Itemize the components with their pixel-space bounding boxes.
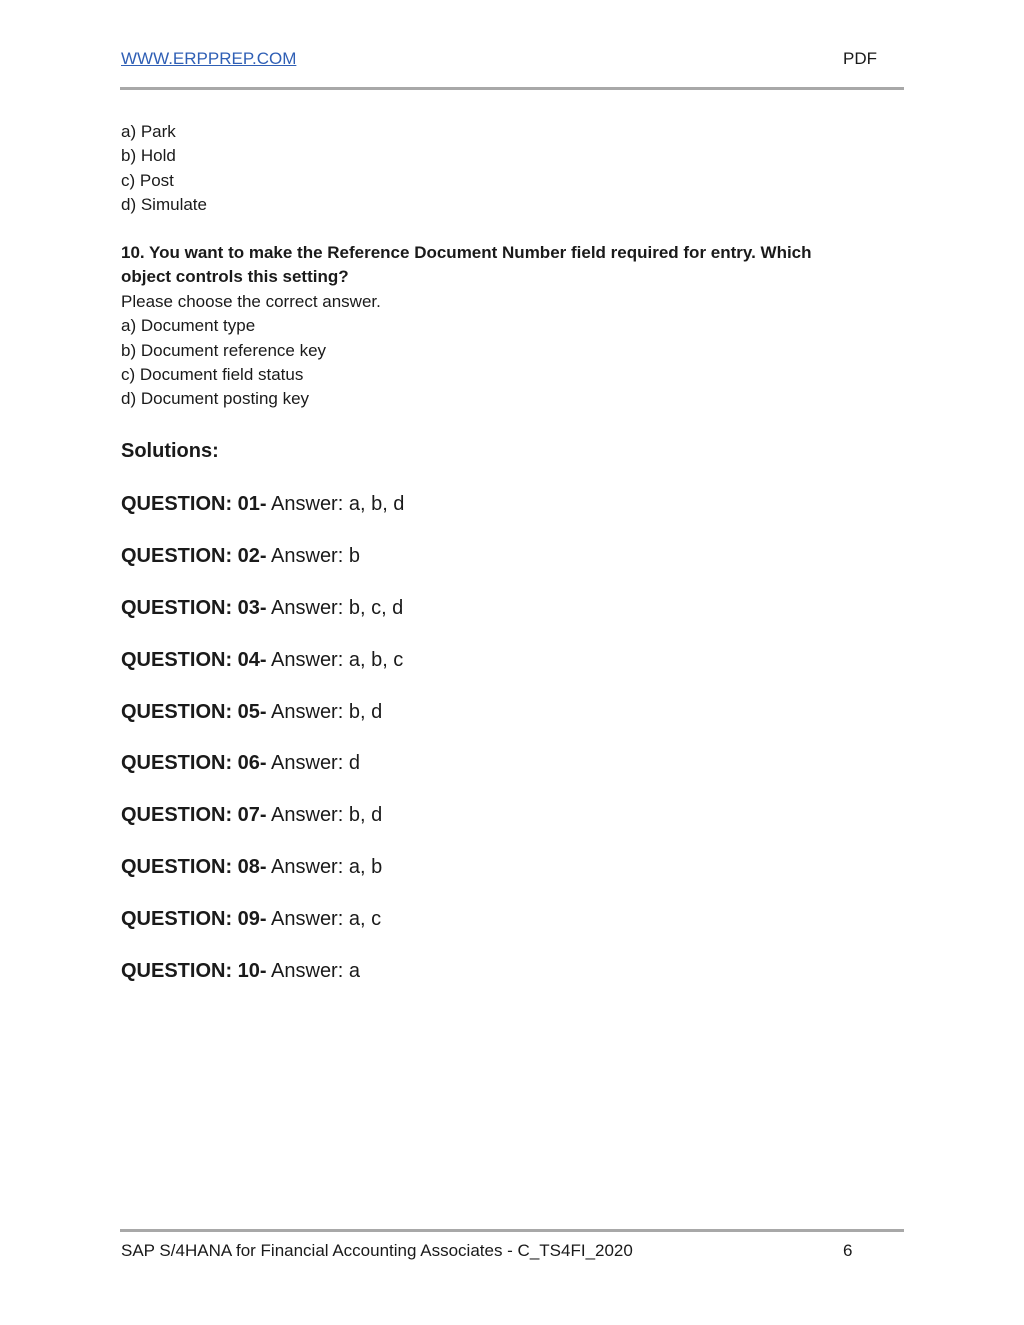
answer-row: [121, 699, 404, 751]
option-item: c) Document field status: [121, 365, 304, 385]
answer-text: Answer: b, c, d: [271, 596, 404, 619]
answer-list: [121, 491, 404, 1010]
format-label: PDF: [843, 49, 877, 68]
answer-row: [121, 543, 404, 595]
answer-row: [121, 750, 404, 802]
answer-row: [121, 647, 404, 699]
option-item: a) Park: [121, 122, 176, 141]
question-label: QUESTION: 05-: [121, 700, 267, 723]
site-link[interactable]: WWW.ERPPREP.COM: [121, 49, 297, 68]
question-title: object controls this setting?: [121, 267, 349, 287]
question-label: QUESTION: 01-: [121, 493, 267, 515]
answer-text: Answer: a: [271, 960, 360, 983]
answer-text: Answer: a, b, c: [271, 648, 404, 671]
answer-text: Answer: d: [271, 752, 360, 775]
question-label: QUESTION: 04-: [121, 648, 267, 671]
answer-row: [121, 958, 404, 1010]
question-10: [121, 241, 901, 412]
answer-row: [121, 491, 404, 543]
answer-text: Answer: b, d: [271, 700, 383, 723]
page-number: 6: [843, 1241, 853, 1260]
footer-divider: [120, 1229, 904, 1232]
question-title: 10. You want to make the Reference Document Number field required for entry. Which: [121, 243, 812, 262]
question-label: QUESTION: 09-: [121, 908, 267, 931]
answer-text: Answer: a, b: [271, 856, 383, 879]
solutions-heading: Solutions:: [121, 440, 219, 462]
answer-text: Answer: a, b, d: [271, 493, 405, 515]
option-item: a) Document type: [121, 316, 256, 336]
answer-row: [121, 595, 404, 647]
option-item: d) Document posting key: [121, 389, 310, 409]
answer-row: [121, 854, 404, 906]
answer-row: [121, 802, 404, 854]
question-label: QUESTION: 08-: [121, 856, 267, 879]
footer-title: SAP S/4HANA for Financial Accounting Associates - C_TS4FI_2020: [121, 1241, 633, 1260]
question-label: QUESTION: 06-: [121, 752, 267, 775]
q9-options: [121, 120, 207, 218]
question-label: QUESTION: 10-: [121, 960, 267, 983]
question-label: QUESTION: 02-: [121, 544, 267, 567]
header-divider: [120, 87, 904, 90]
question-label: QUESTION: 03-: [121, 596, 267, 619]
option-item: c) Post: [121, 170, 174, 190]
option-item: d) Simulate: [121, 195, 207, 215]
answer-row: [121, 906, 404, 958]
option-item: b) Hold: [121, 146, 176, 166]
question-label: QUESTION: 07-: [121, 804, 267, 827]
answer-text: Answer: b: [271, 544, 360, 567]
answer-text: Answer: b, d: [271, 804, 383, 827]
option-item: b) Document reference key: [121, 340, 327, 360]
question-instruction: Please choose the correct answer.: [121, 291, 381, 311]
answer-text: Answer: a, c: [271, 908, 382, 931]
